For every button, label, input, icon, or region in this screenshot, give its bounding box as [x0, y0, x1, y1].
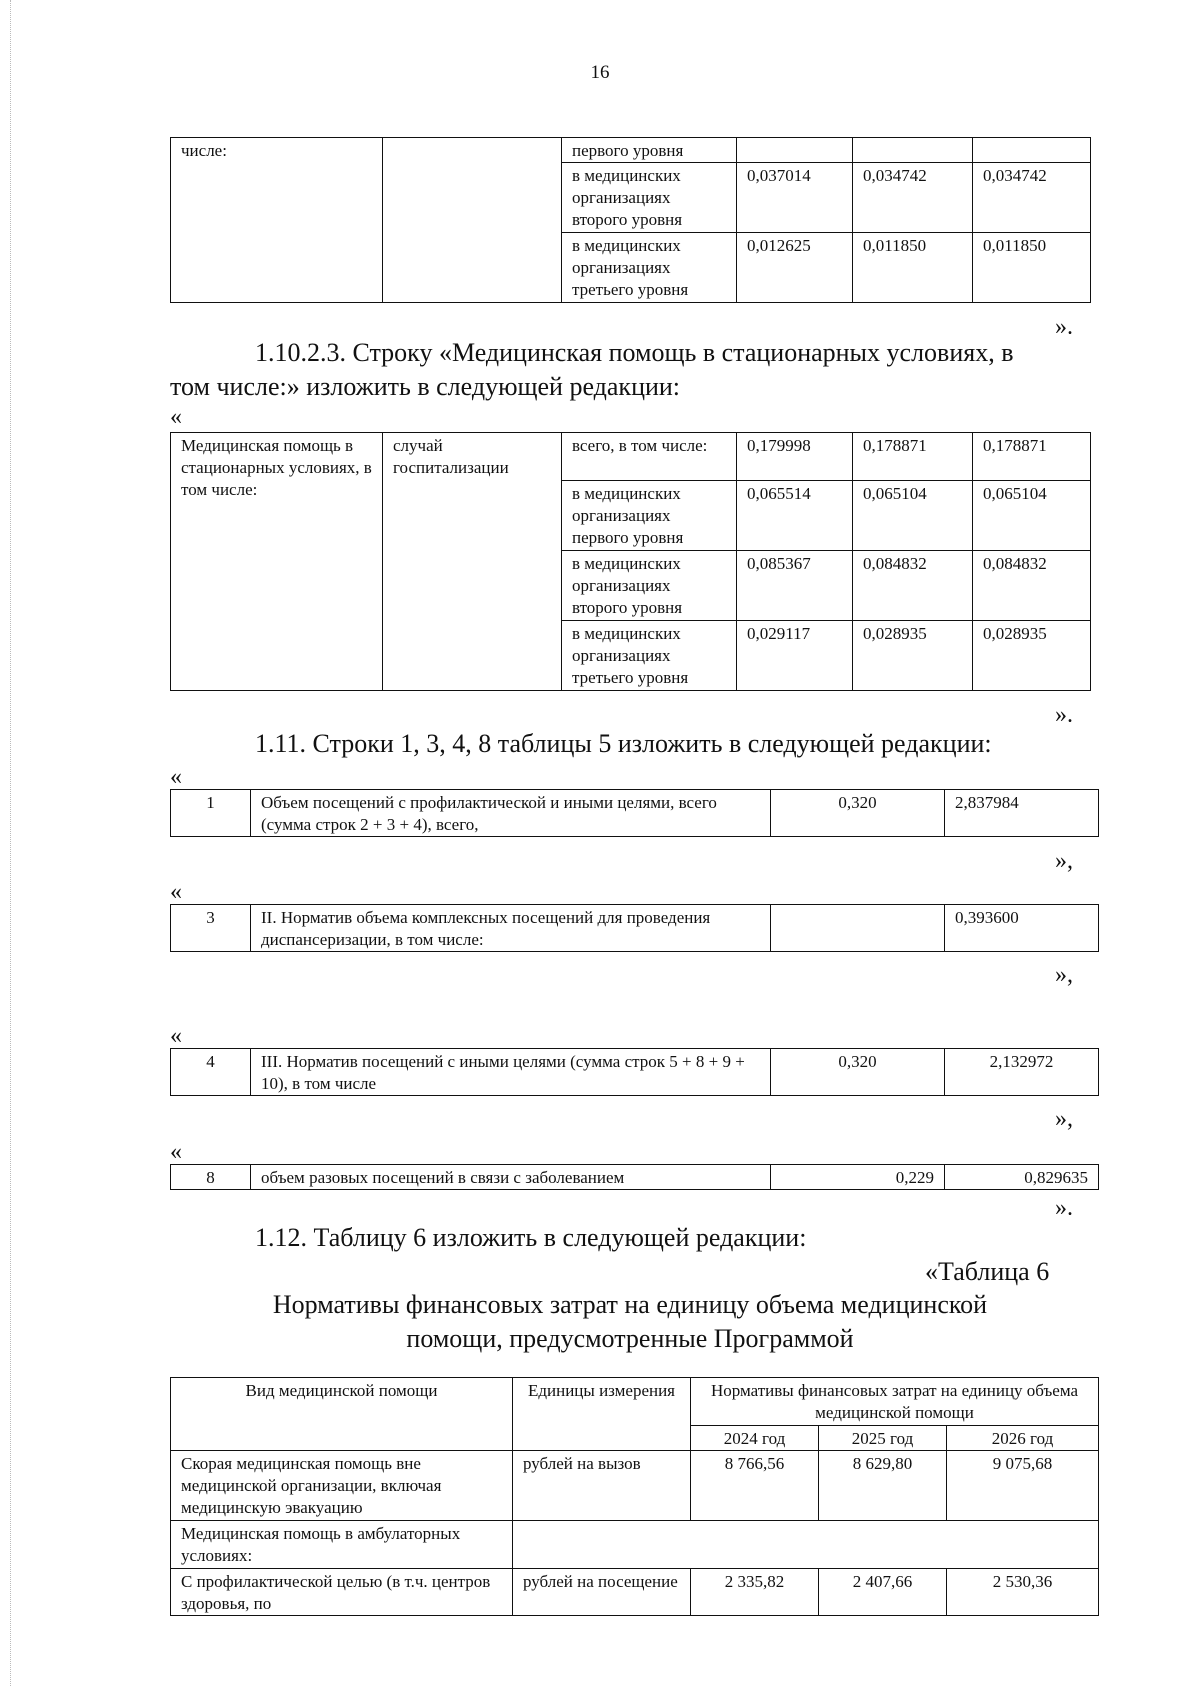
table-cell: 0,034742: [853, 163, 973, 233]
paragraph-1-12: 1.12. Таблицу 6 изложить в следующей редакции:: [255, 1223, 807, 1252]
table5-row-1: [170, 789, 1099, 837]
table6-header-norms: Нормативы финансовых затрат на единицу объема медицинской помощи: [691, 1378, 1099, 1426]
table-cell: Объем посещений с профилактической и иными целями, всего (сумма строк 2 + 3 + 4), всего,: [251, 790, 771, 837]
table-cell: 0,034742: [973, 163, 1091, 233]
table-inpatient-care: [170, 432, 1091, 691]
table6-title-line1: Нормативы финансовых затрат на единицу объема медицинской: [272, 1290, 988, 1319]
table-continuation: [170, 137, 1091, 303]
table6: [170, 1377, 1099, 1616]
table6-header-year: 2024 год: [691, 1426, 819, 1451]
table-cell: всего, в том числе:: [562, 433, 737, 481]
table5-row-8: [170, 1164, 1099, 1190]
table5-row-4: [170, 1048, 1099, 1096]
paragraph-1-10-2-3-line1: 1.10.2.3. Строку «Медицинская помощь в стационарных условиях, в: [255, 338, 1014, 367]
table-cell: 0,085367: [737, 551, 853, 621]
table-cell: 0,829635: [945, 1165, 1099, 1190]
table6-title-line2: помощи, предусмотренные Программой: [406, 1324, 854, 1353]
close-quote: »,: [1055, 1106, 1073, 1132]
table-cell: 0,065104: [973, 481, 1091, 551]
close-quote: »,: [1055, 848, 1073, 874]
open-quote: «: [170, 764, 182, 790]
table6-header-unit: Единицы измерения: [513, 1378, 691, 1451]
table-cell: 1: [171, 790, 251, 837]
table-cell: 8 766,56: [691, 1451, 819, 1521]
table-cell: [771, 905, 945, 952]
table-cell: в медицинских организациях третьего уровня: [562, 233, 737, 303]
table-cell: [513, 1521, 1099, 1569]
table6-header-year: 2026 год: [947, 1426, 1099, 1451]
table-cell: II. Норматив объема комплексных посещений для проведения диспансеризации, в том числе:: [251, 905, 771, 952]
close-quote: ».: [1055, 1195, 1073, 1221]
open-quote: «: [170, 1023, 182, 1049]
table-cell: в медицинских организациях третьего уровня: [562, 621, 737, 691]
table6-header-kind: Вид медицинской помощи: [171, 1378, 513, 1451]
table-cell: первого уровня: [562, 138, 737, 163]
table-cell: 2 407,66: [819, 1569, 947, 1616]
table-cell: 0,320: [771, 1049, 945, 1096]
table-cell: 0,012625: [737, 233, 853, 303]
page-number: 16: [590, 62, 610, 83]
table-cell: объем разовых посещений в связи с заболеванием: [251, 1165, 771, 1190]
table-cell: 0,393600: [945, 905, 1099, 952]
table-cell: 0,084832: [853, 551, 973, 621]
paragraph-1-10-2-3-line2: том числе:» изложить в следующей редакции:: [170, 372, 681, 401]
table-cell: 0,037014: [737, 163, 853, 233]
table-cell: [383, 138, 562, 303]
table-cell: 0,065514: [737, 481, 853, 551]
table-cell: С профилактической целью (в т.ч. центров здоровья, по: [171, 1569, 513, 1616]
close-quote: ».: [1055, 314, 1073, 340]
table-cell: 8: [171, 1165, 251, 1190]
table-cell: Скорая медицинская помощь вне медицинской организации, включая медицинскую эвакуацию: [171, 1451, 513, 1521]
open-quote: «: [170, 1139, 182, 1165]
table-cell: в медицинских организациях первого уровня: [562, 481, 737, 551]
table-cell: III. Норматив посещений с иными целями (сумма строк 5 + 8 + 9 + 10), в том числе: [251, 1049, 771, 1096]
open-quote: «: [170, 879, 182, 905]
table-cell: 0,178871: [853, 433, 973, 481]
close-quote: »,: [1055, 962, 1073, 988]
table-cell: [973, 138, 1091, 163]
table5-row-3: [170, 904, 1099, 952]
table6-caption: «Таблица 6: [925, 1257, 1050, 1286]
table6-header-year: 2025 год: [819, 1426, 947, 1451]
table-cell: 0,229: [771, 1165, 945, 1190]
table-cell: 9 075,68: [947, 1451, 1099, 1521]
table-cell: 0,179998: [737, 433, 853, 481]
table-cell: рублей на посещение: [513, 1569, 691, 1616]
open-quote: «: [170, 404, 182, 430]
table-cell: в медицинских организациях второго уровня: [562, 551, 737, 621]
table-cell: [853, 138, 973, 163]
table-cell: 0,320: [771, 790, 945, 837]
table-cell: 0,084832: [973, 551, 1091, 621]
table-cell: 2,837984: [945, 790, 1099, 837]
scan-edge: [0, 0, 11, 1686]
table-cell: 0,029117: [737, 621, 853, 691]
table-cell: 3: [171, 905, 251, 952]
table-cell: рублей на вызов: [513, 1451, 691, 1521]
table-cell: 0,178871: [973, 433, 1091, 481]
table-cell: 0,011850: [853, 233, 973, 303]
table-cell: числе:: [171, 138, 383, 303]
table-cell: 0,011850: [973, 233, 1091, 303]
table-cell: Медицинская помощь в амбулаторных условиях:: [171, 1521, 513, 1569]
close-quote: ».: [1055, 702, 1073, 728]
table-cell: 0,028935: [853, 621, 973, 691]
table-cell: 8 629,80: [819, 1451, 947, 1521]
table-cell: 2 530,36: [947, 1569, 1099, 1616]
table-cell: случай госпитализации: [383, 433, 562, 691]
table-cell: 0,065104: [853, 481, 973, 551]
table-cell: 2 335,82: [691, 1569, 819, 1616]
table-cell: 4: [171, 1049, 251, 1096]
table-cell: Медицинская помощь в стационарных условиях, в том числе:: [171, 433, 383, 691]
table-cell: 0,028935: [973, 621, 1091, 691]
table-cell: в медицинских организациях второго уровня: [562, 163, 737, 233]
table-cell: [737, 138, 853, 163]
paragraph-1-11: 1.11. Строки 1, 3, 4, 8 таблицы 5 изложить в следующей редакции:: [255, 729, 992, 758]
table-cell: 2,132972: [945, 1049, 1099, 1096]
